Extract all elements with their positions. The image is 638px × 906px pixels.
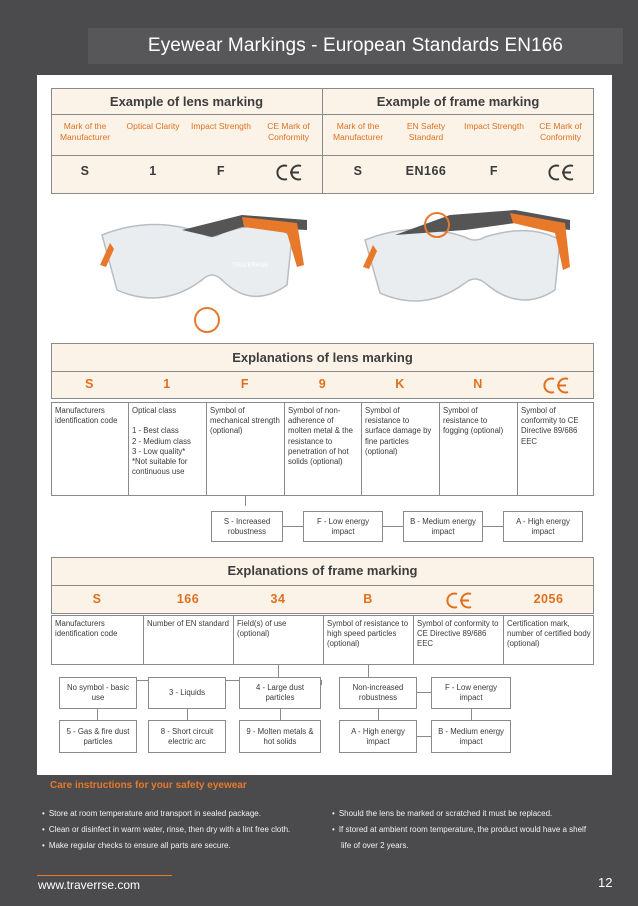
lens-code-cell: 9 [318,377,327,391]
lens-code-row [51,371,594,399]
frame-desc: Certification mark, number of certified body (optional) [507,619,591,649]
frame-col-label: Impact Strength [463,121,524,131]
particle-option: F - Low energy impact [431,677,511,709]
frame-code-impact: F [489,164,499,178]
care-item: • If stored at ambient room temperature, the product would have a shelf life of over 2 years. [332,822,592,854]
frame-desc: Manufacturers identification code [55,619,118,639]
lens-desc: Optical class 1 - Best class 2 - Medium class 3 - Low quality* *Not suitable for continuous use [132,406,191,477]
field-option: 3 - Liquids [148,677,226,709]
ce-mark-icon [275,164,305,181]
frame-code-cell: 34 [270,592,286,606]
field-option: 5 - Gas & fire dust particles [59,720,137,753]
particle-option: A - High energy impact [339,720,417,753]
strength-option: B - Medium energy impact [403,511,483,542]
frame-code-cell: S [92,592,102,606]
strength-option: F - Low energy impact [303,511,383,542]
particle-option: Non-increased robustness [339,677,417,709]
page-title: Eyewear Markings - European Standards EN166 [88,28,623,64]
lens-code-cell: N [473,377,483,391]
field-option: 4 - Large dust particles [239,677,321,709]
ce-mark-icon [547,164,577,181]
lens-desc: Symbol of non-adherence of molten metal & the resistance to penetration of hot solids (optional) [288,406,354,467]
frame-code-standard: EN166 [405,164,447,178]
care-item: • Should the lens be marked or scratched it must be replaced. [332,806,552,822]
frame-desc: Symbol of conformity to CE Directive 89/686 EEC [417,619,499,649]
frame-col-label: CE Mark of Conformity [539,121,582,142]
lens-col-label: Optical Clarity [126,121,180,131]
field-option: 8 - Short circuit electric arc [148,720,226,753]
page-number: 12 [598,875,613,890]
lens-code-cell: K [395,377,405,391]
frame-desc: Number of EN standard [147,619,229,628]
lens-code-cell: 1 [163,377,171,391]
frame-explanations-title: Explanations of frame marking [227,563,418,578]
lens-marking-heading: Example of lens marking [109,94,264,109]
svg-text:TRAVERRSE: TRAVERRSE [232,263,269,269]
lens-desc: Symbol of resistance to surface damage by fine particles (optional) [365,406,432,456]
lens-code-manufacturer: S [80,164,90,178]
frame-col-label: Mark of the Manufacturer [332,121,384,142]
lens-col-label: CE Mark of Conformity [267,121,310,142]
care-item: • Clean or disinfect in warm water, rinse, then dry with a lint free cloth. [42,822,290,838]
ce-mark-icon [445,592,475,609]
particle-option: B - Medium energy impact [431,720,511,753]
ce-mark-icon [542,377,572,394]
lens-col-label: Impact Strength [190,121,251,131]
lens-col-label: Mark of the Manufacturer [59,121,111,142]
lens-code-cell: F [240,377,250,391]
frame-code-cell: B [363,592,373,606]
content-panel [37,75,612,775]
glasses-frame-image [355,195,585,335]
lens-desc: Symbol of conformity to CE Directive 89/686 EEC [521,406,579,446]
field-option: No symbol - basic use [59,677,137,709]
care-title: Care instructions for your safety eyewear [50,780,247,791]
frame-marking-heading: Example of frame marking [376,94,540,109]
lens-code-optical: 1 [149,164,157,178]
glasses-lens-image [92,195,317,335]
frame-col-label: EN Safety Standard [406,121,446,142]
frame-desc: Field(s) of use (optional) [237,619,287,639]
care-item: • Store at room temperature and transport in sealed package. [42,806,261,822]
frame-code-cell: 2056 [533,592,564,606]
lens-desc: Symbol of mechanical strength (optional) [210,406,280,436]
care-item: • Make regular checks to ensure all parts are secure. [42,838,231,854]
lens-code-impact: F [216,164,226,178]
lens-desc: Symbol of resistance to fogging (optional) [443,406,504,436]
page-header [0,0,638,75]
strength-option: S - Increased robustness [211,511,283,542]
field-option: 9 - Molten metals & hot solids [239,720,321,753]
lens-desc: Manufacturers identification code [55,406,118,426]
lens-explanations-title: Explanations of lens marking [232,350,413,365]
lens-code-cell: S [85,377,94,391]
frame-code-cell: 166 [176,592,200,606]
footer-rule [37,875,172,876]
frame-code-manufacturer: S [353,164,363,178]
frame-desc: Symbol of resistance to high speed particles (optional) [327,619,409,649]
footer-url[interactable]: www.traverrse.com [38,878,141,892]
strength-option: A - High energy impact [503,511,583,542]
